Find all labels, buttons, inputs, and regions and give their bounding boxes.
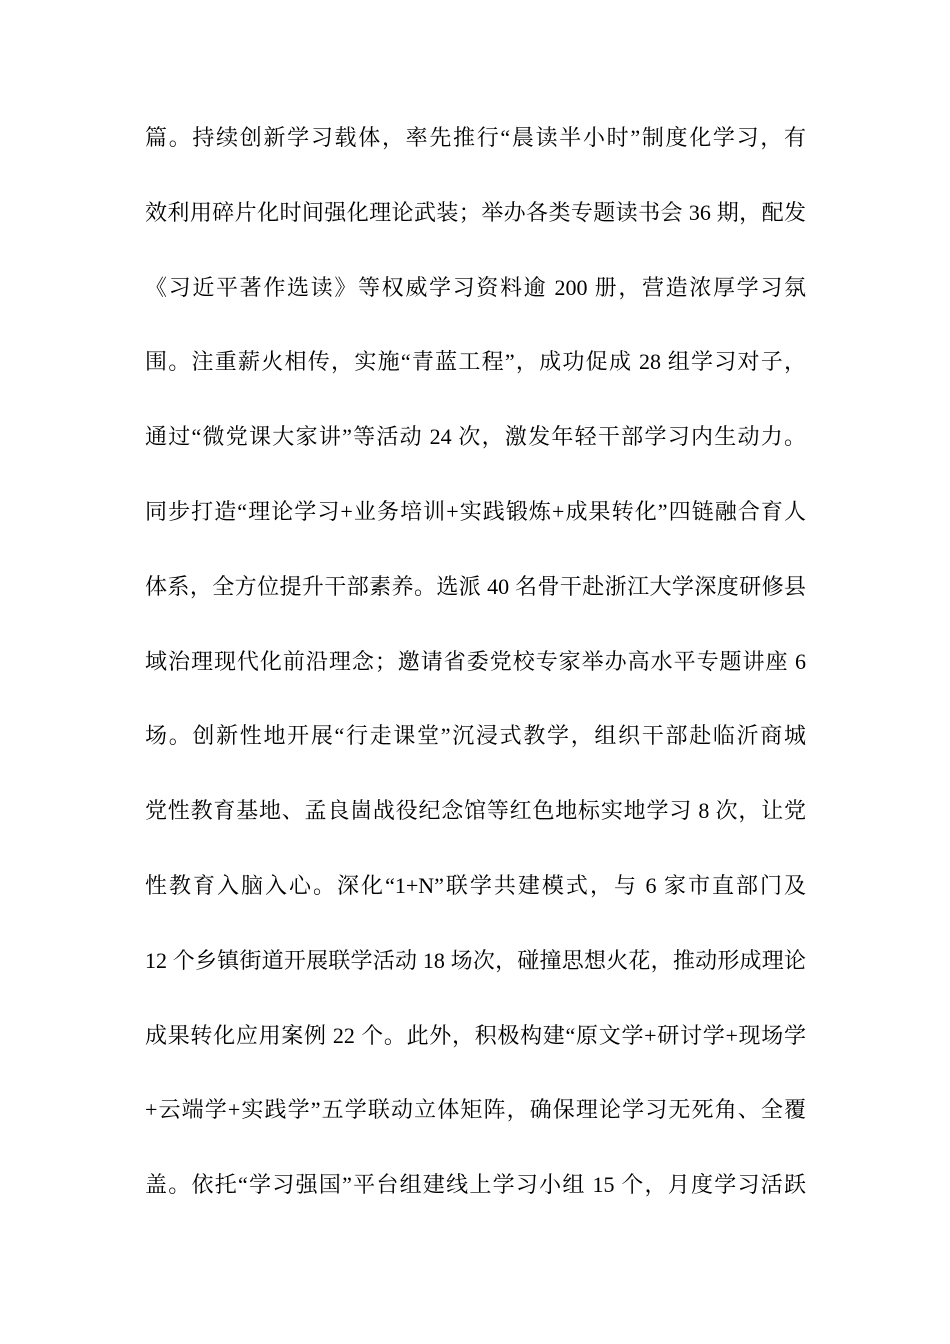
text-line-14: +云端学+实践学”五学联动立体矩阵，确保理论学习无死角、全覆: [145, 1097, 806, 1123]
text-line-9: 场。创新性地开展“行走课堂”沉浸式教学，组织干部赴临沂商城: [145, 723, 806, 749]
text-line-13: 成果转化应用案例 22 个。此外，积极构建“原文学+研讨学+现场学: [145, 1022, 806, 1048]
text-line-3: 《习近平著作选读》等权威学习资料逾 200 册，营造浓厚学习氛: [145, 274, 806, 300]
text-line-2: 效利用碎片化时间强化理论武装；举办各类专题读书会 36 期，配发: [145, 199, 806, 225]
text-line-4: 围。注重薪火相传，实施“青蓝工程”，成功促成 28 组学习对子，: [145, 349, 806, 375]
text-line-8: 域治理现代化前沿理念；邀请省委党校专家举办高水平专题讲座 6: [145, 648, 806, 674]
text-line-12: 12 个乡镇街道开展联学活动 18 场次，碰撞思想火花，推动形成理论: [145, 947, 806, 973]
text-line-5: 通过“微党课大家讲”等活动 24 次，激发年轻干部学习内生动力。: [145, 424, 806, 450]
text-line-6: 同步打造“理论学习+业务培训+实践锻炼+成果转化”四链融合育人: [145, 498, 806, 524]
text-line-15: 盖。依托“学习强国”平台组建线上学习小组 15 个，月度学习活跃: [145, 1172, 806, 1198]
text-line-10: 党性教育基地、孟良崮战役纪念馆等红色地标实地学习 8 次，让党: [145, 798, 806, 824]
document-body-text: [145, 101, 806, 1223]
text-line-7: 体系，全方位提升干部素养。选派 40 名骨干赴浙江大学深度研修县: [145, 573, 806, 599]
text-line-1: 篇。持续创新学习载体，率先推行“晨读半小时”制度化学习，有: [145, 125, 806, 150]
text-line-11: 性教育入脑入心。深化“1+N”联学共建模式，与 6 家市直部门及: [145, 872, 806, 898]
